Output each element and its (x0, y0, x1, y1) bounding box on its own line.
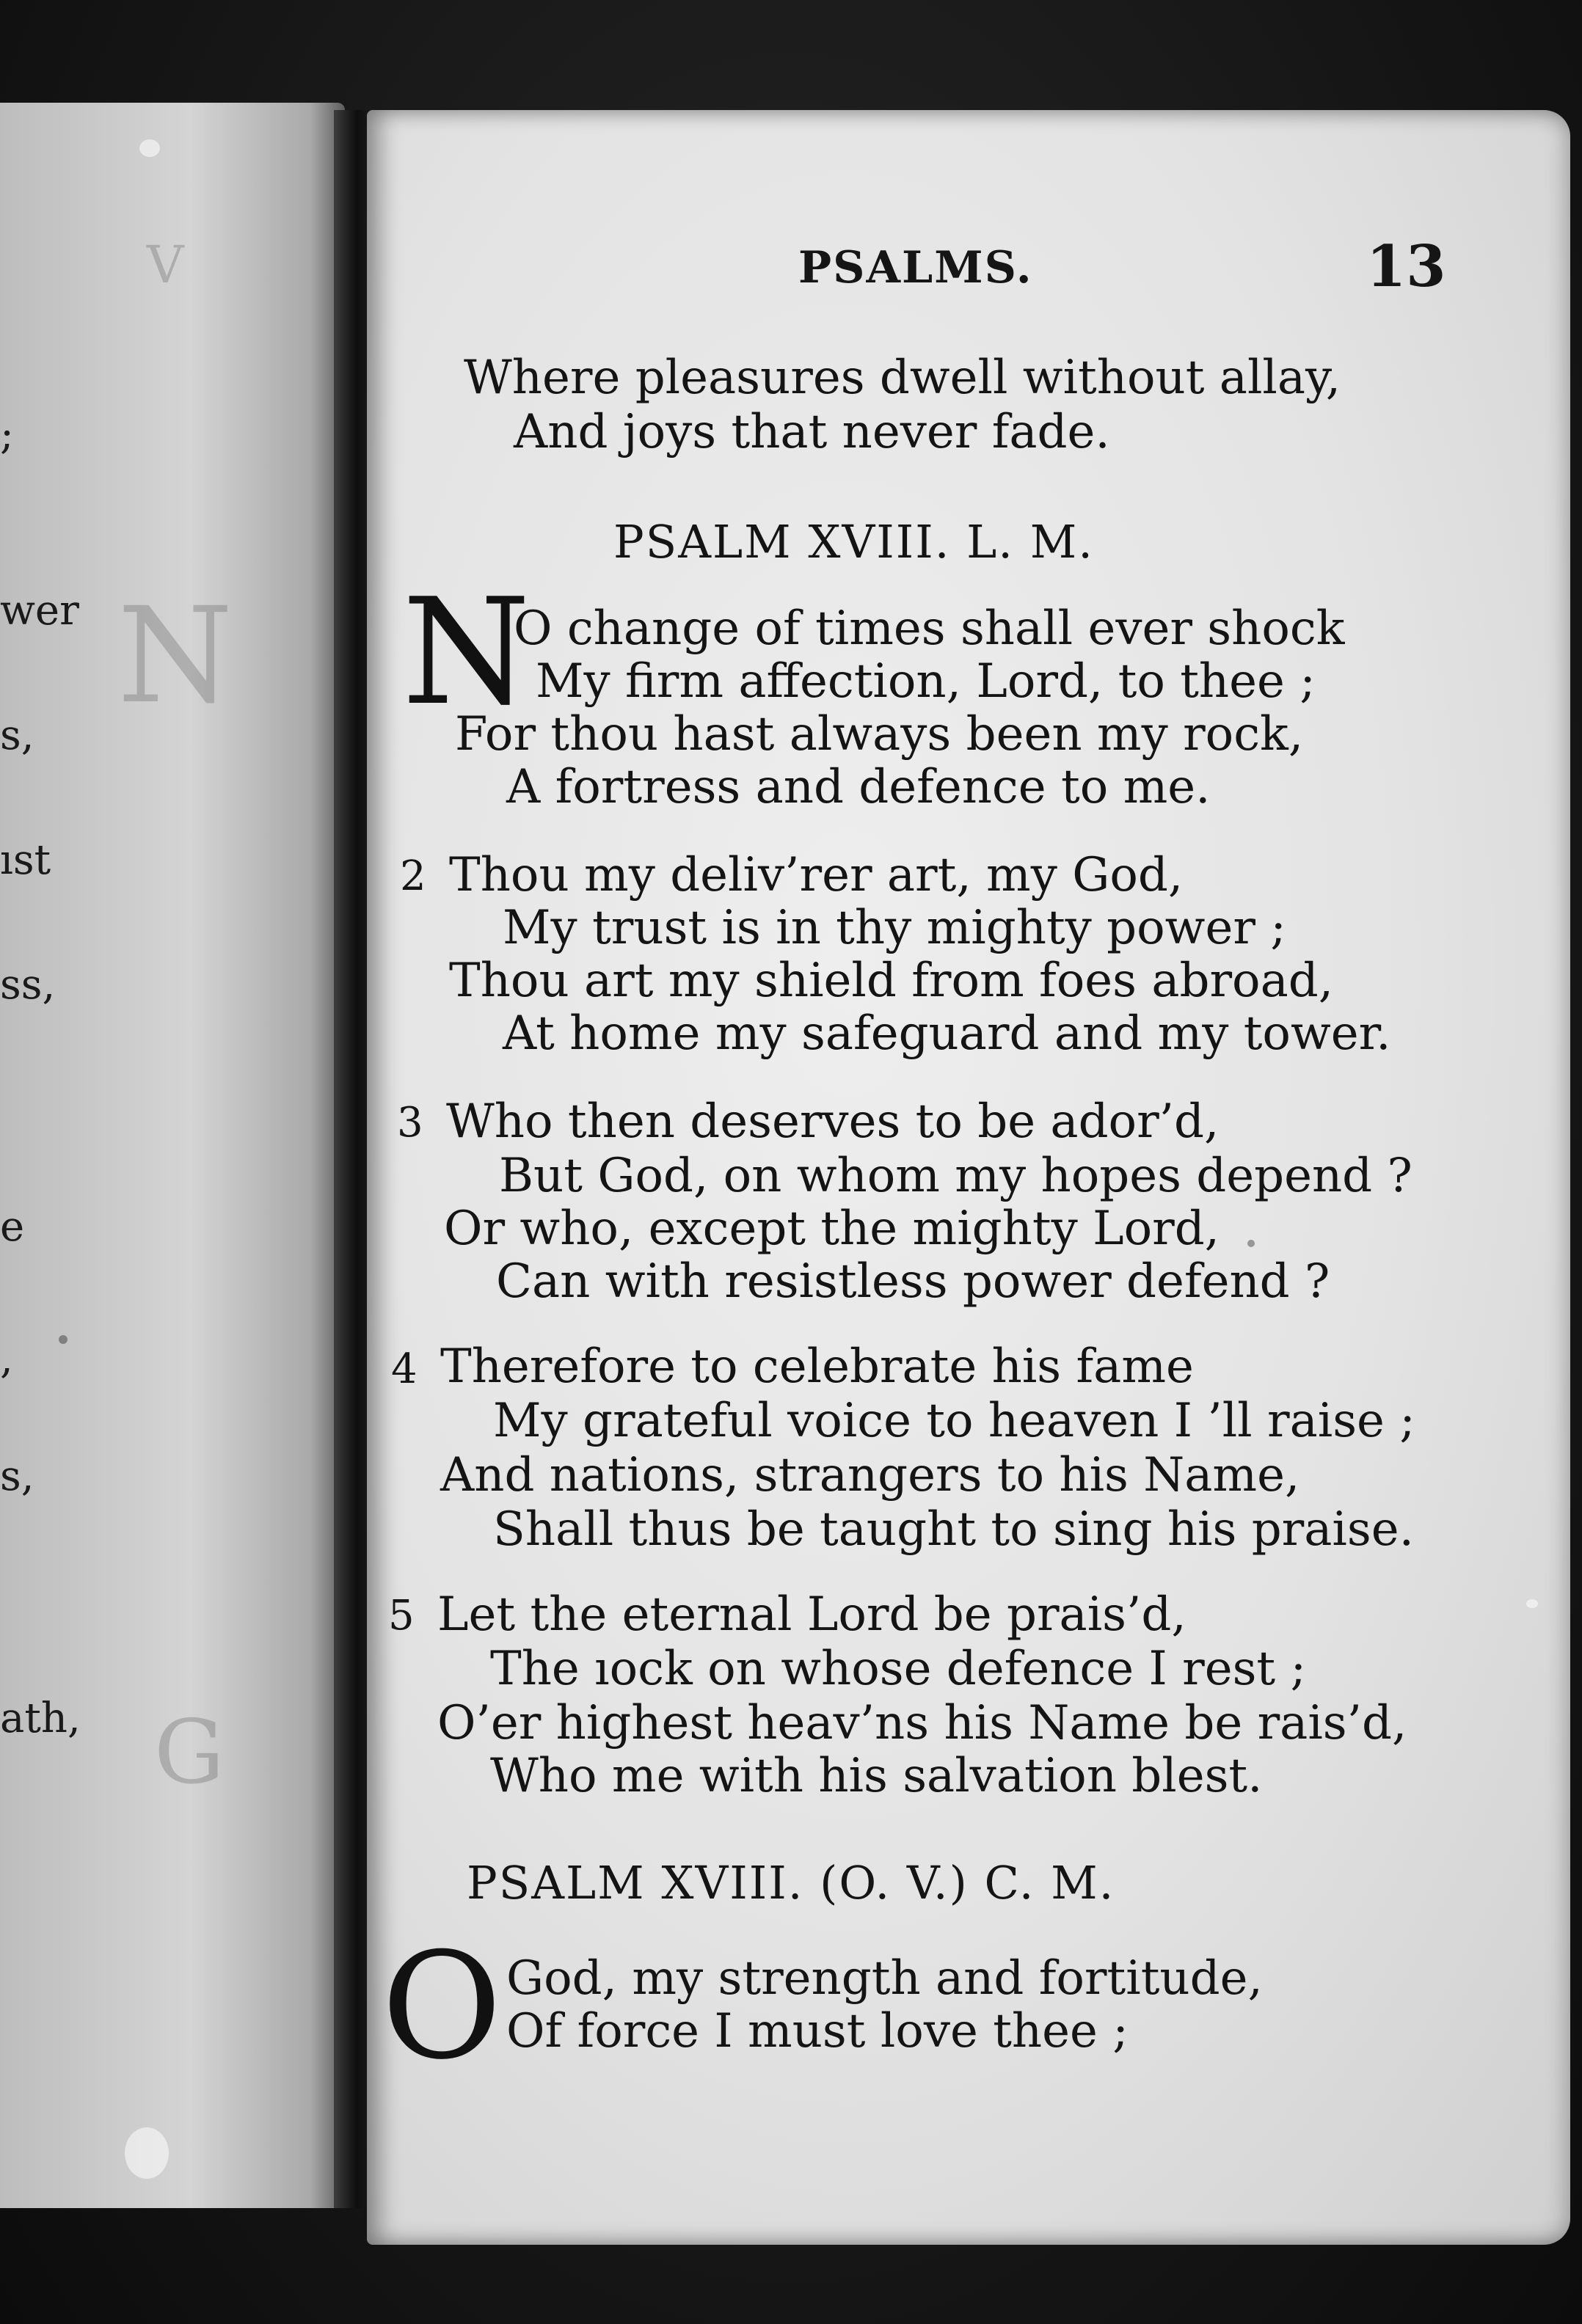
dust-speck (139, 139, 160, 157)
left-page-fragment: ss, (0, 961, 56, 1009)
verse-line: But God, on whom my hopes depend ? (499, 1149, 1412, 1203)
drop-cap: N (402, 567, 531, 738)
psalm-title: PSALM XVIII. L. M. (613, 515, 1094, 569)
verse-line: For thou hast always been my rock, (455, 707, 1304, 761)
psalm-title: PSALM XVIII. (O. V.) C. M. (467, 1856, 1115, 1910)
verse-line: Therefore to celebrate his fame (440, 1340, 1194, 1394)
verse-line: My trust is in thy mighty power ; (503, 901, 1286, 955)
left-page-fragment: e (0, 1203, 25, 1251)
left-page-fragment: ath, (0, 1695, 81, 1742)
left-page-fragment: s, (0, 712, 34, 759)
verse-line: And nations, strangers to his Name, (440, 1448, 1300, 1502)
dust-speck (1526, 1599, 1538, 1608)
drop-cap: O (382, 1921, 502, 2092)
verse-line: Thou my deliv’rer art, my God, (449, 848, 1184, 902)
left-page-fragment: wer (0, 587, 79, 635)
verse-number: 2 (400, 852, 426, 900)
bleed-through-mark: G (154, 1702, 225, 1804)
dust-speck (59, 1335, 68, 1344)
verse-number: 3 (397, 1099, 423, 1147)
verse-line: Or who, except the mighty Lord, (444, 1202, 1220, 1256)
verse-line: Shall thus be taught to sing his praise. (493, 1502, 1414, 1557)
left-facing-page (0, 103, 345, 2208)
verse-line: The ıock on whose defence I rest ; (490, 1642, 1307, 1696)
verse-line: O change of times shall ever shock (514, 602, 1345, 656)
verse-number: 4 (391, 1345, 418, 1393)
dust-speck (125, 2127, 169, 2179)
verse-line: Can with resistless power defend ? (496, 1254, 1330, 1309)
left-page-fragment: ; (0, 411, 14, 458)
bleed-through-mark: V (147, 235, 184, 295)
verse-line: Who me with his salvation blest. (490, 1749, 1263, 1803)
page-number: 13 (1366, 233, 1446, 300)
verse-line: Where pleasures dwell without allay, (464, 351, 1341, 405)
left-page-fragment: , (0, 1335, 13, 1383)
left-page-fragment: s, (0, 1452, 34, 1500)
verse-line: At home my safeguard and my tower. (503, 1006, 1391, 1061)
verse-line: Of force I must love thee ; (506, 2004, 1129, 2058)
verse-line: Let the eternal Lord be prais’d, (437, 1587, 1186, 1642)
bleed-through-mark: N (117, 580, 233, 733)
verse-line: God, my strength and fortitude, (506, 1951, 1263, 2006)
verse-line: My firm affection, Lord, to thee ; (536, 654, 1316, 709)
verse-line: Thou art my shield from foes abroad, (449, 954, 1334, 1008)
verse-line: Who then deserves to be ador’d, (446, 1095, 1220, 1149)
verse-number: 5 (388, 1592, 415, 1640)
verse-line: A fortress and defence to me. (506, 760, 1211, 814)
running-head: PSALMS. (798, 242, 1033, 293)
verse-line: And joys that never fade. (514, 405, 1110, 459)
dust-speck (1247, 1240, 1255, 1247)
verse-line: My grateful voice to heaven I ’ll raise ; (493, 1394, 1415, 1448)
verse-line: O’er highest heav’ns his Name be rais’d, (437, 1696, 1407, 1750)
left-page-fragment: ıst (0, 836, 51, 884)
